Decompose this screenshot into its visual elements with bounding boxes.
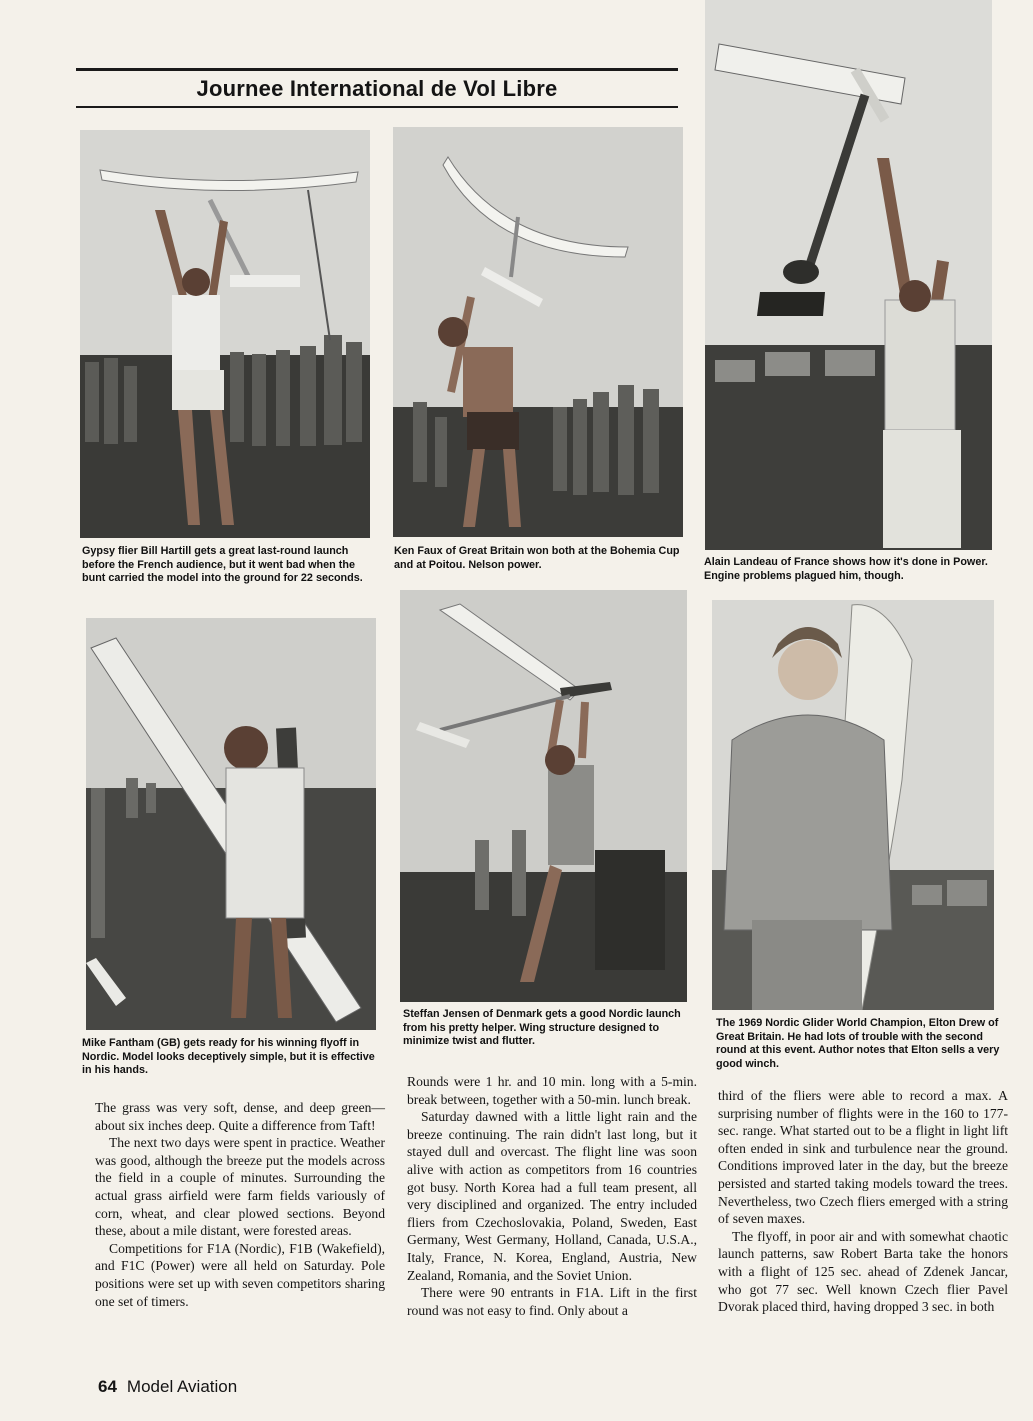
power-model-launch-icon [705, 0, 992, 550]
photo-hartill-launch [80, 130, 370, 538]
paragraph: The flyoff, in poor air and with somewhat chaotic launch patterns, saw Robert Barta take the honors with a flight of 125 sec. ahead of Zdenek Jancar, who got 77 sec. Well known Czech flier Pavel Dvorak placed third, having dropped 3 sec. in both [718, 1228, 1008, 1315]
body-column-3 [718, 1087, 1008, 1316]
header-top-rule [76, 68, 678, 71]
paragraph: The next two days were spent in practice. Weather was good, although the breeze put the models across the field in a couple of minutes. Surrounding the actual grass airfield were farm fields variously of corn, wheat, and clear plowed sections. Beyond these, about a mile distant, were forested areas. [95, 1135, 385, 1239]
caption-hartill: Gypsy flier Bill Hartill gets a great last-round launch before the French audience, but it went bad when the bunt carried the model into the ground for 22 seconds. [82, 545, 363, 585]
caption-landeau: Alain Landeau of France shows how it's done in Power. Engine problems plagued him, though. [704, 556, 988, 582]
glider-launch-icon [400, 590, 687, 1002]
magazine-name: Model Aviation [126, 1377, 238, 1396]
page-folio [98, 1376, 237, 1398]
photo-jensen-launch [400, 590, 687, 1002]
glider-carry-icon [86, 618, 376, 1030]
caption-faux: Ken Faux of Great Britain won both at the Bohemia Cup and at Poitou. Nelson power. [394, 545, 680, 571]
portrait-icon [712, 600, 994, 1010]
header-bottom-rule [76, 106, 678, 108]
caption-drew: The 1969 Nordic Glider World Champion, Elton Drew of Great Britain. He had lots of trouble with the second round at this event. Author notes that Elton sells a very good winch. [716, 1017, 1000, 1070]
photo-drew-portrait [712, 600, 994, 1010]
photo-landeau-launch [705, 0, 992, 550]
body-column-2 [407, 1073, 697, 1319]
paragraph: The grass was very soft, dense, and deep green—about six inches deep. Quite a difference from Taft! [95, 1100, 385, 1133]
photo-faux-launch [393, 127, 683, 537]
glider-launch-icon [393, 127, 683, 537]
caption-fantham: Mike Fantham (GB) gets ready for his winning flyoff in Nordic. Model looks deceptively simple, but it is effective in his hands. [82, 1037, 375, 1077]
paragraph: There were 90 entrants in F1A. Lift in the first round was not easy to find. Only about a [407, 1285, 697, 1318]
article-title: Journee International de Vol Libre [196, 76, 558, 101]
body-column-1 [95, 1099, 385, 1310]
paragraph: Competitions for F1A (Nordic), F1B (Wakefield), and F1C (Power) were all held on Saturday. Pole positions were set up with seven competitors sharing one set of timers. [95, 1240, 385, 1309]
caption-jensen: Steffan Jensen of Denmark gets a good Nordic launch from his pretty helper. Wing structure designed to minimize twist and flutter. [403, 1008, 681, 1048]
page-number: 64 [98, 1377, 117, 1396]
paragraph: third of the fliers were able to record a max. A surprising number of flights were in the 160 to 177-sec. range. What started out to be a flight in light lift often ended in sink and turbulence near the ground. Conditions improved later in the day, but the breeze persisted and started taking models toward the trees. Nevertheless, two Czech fliers emerged with a string of seven maxes. [718, 1088, 1008, 1227]
paragraph: Saturday dawned with a little light rain and the breeze continuing. The rain didn't last long, but it stayed dull and overcast. The flight line was soon alive with action as competitors from 16 countries got busy. North Korea had a full team present, all very disciplined and organized. The entry included fliers from Czechoslovakia, Poland, Sweden, East Germany, West Germany, Holland, Canada, U.S.A., Italy, France, N. Korea, England, Austria, New Zealand, Romania, and the Soviet Union. [407, 1109, 697, 1283]
photo-fantham-glider [86, 618, 376, 1030]
paragraph: Rounds were 1 hr. and 10 min. long with a 5-min. break between, together with a 50-min. lunch break. [407, 1074, 697, 1107]
glider-launch-icon [80, 130, 370, 538]
